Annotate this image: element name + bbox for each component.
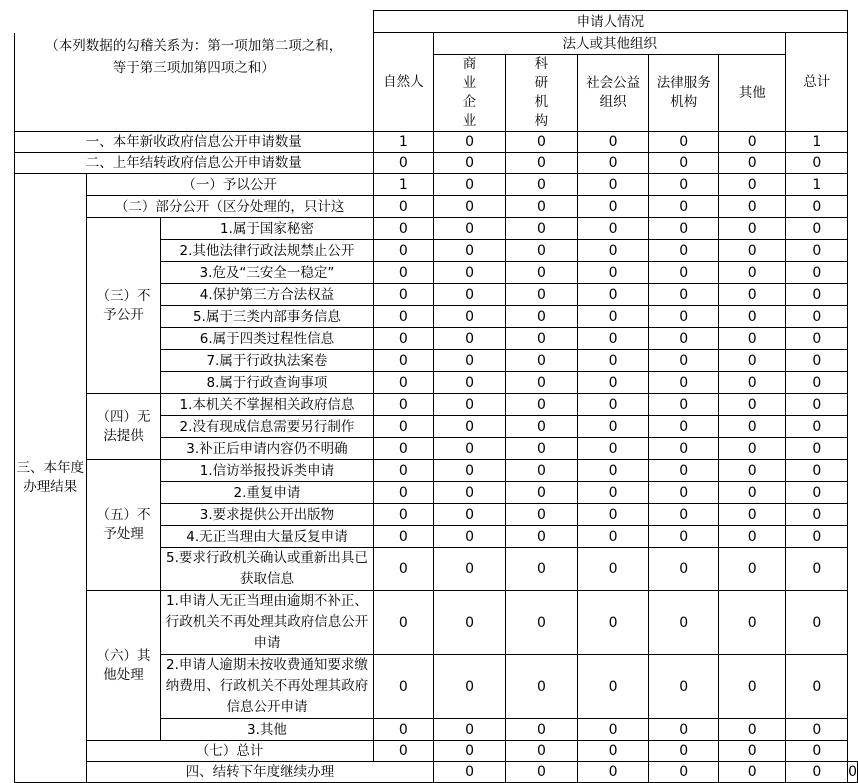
not-open-value: 0 — [649, 306, 719, 328]
cannot-provide-value: 0 — [577, 394, 649, 416]
group-label-cannot-provide: （四）无法提供 — [86, 394, 161, 460]
not-process-value: 0 — [505, 548, 577, 591]
subtotal-value: 0 — [434, 741, 506, 762]
not-open-value: 0 — [649, 284, 719, 306]
not-open-value: 0 — [786, 262, 848, 284]
open-value: 0 — [505, 174, 577, 196]
not-process-value: 0 — [649, 504, 719, 526]
col-header-total: 总计 — [786, 33, 848, 132]
cannot-provide-value: 0 — [577, 416, 649, 438]
not-open-value: 0 — [719, 328, 786, 350]
row-label-new-requests: 一、本年新收政府信息公开申请数量 — [15, 132, 374, 153]
table-row — [15, 394, 858, 416]
section3-label: 三、本年度办理结果 — [15, 174, 87, 783]
table-row — [15, 132, 858, 153]
other-process-value: 0 — [649, 719, 719, 741]
subtotal-value: 0 — [649, 741, 719, 762]
group-label-other-process: （六）其他处理 — [86, 591, 161, 741]
not-process-value: 0 — [434, 460, 506, 482]
row-label-other-process-item: 1.申请人无正当理由逾期不补正、行政机关不再处理其政府信息公开申请 — [161, 591, 373, 655]
cannot-provide-value: 0 — [577, 438, 649, 460]
row-label-not-process-item: 1.信访举报投诉类申请 — [161, 460, 373, 482]
not-open-value: 0 — [649, 372, 719, 394]
not-process-value: 0 — [577, 460, 649, 482]
cannot-provide-value: 0 — [719, 438, 786, 460]
row-label-not-process-item: 4.无正当理由大量反复申请 — [161, 526, 373, 548]
subtotal-value: 0 — [786, 741, 848, 762]
table-row — [15, 762, 858, 783]
other-process-value: 0 — [577, 719, 649, 741]
new-requests-value: 0 — [577, 132, 649, 153]
row-label-not-open-item: 1.属于国家秘密 — [161, 218, 373, 240]
not-open-value: 0 — [719, 284, 786, 306]
row-label-cannot-provide-item: 2.没有现成信息需要另行制作 — [161, 416, 373, 438]
cannot-provide-value: 0 — [786, 438, 848, 460]
cannot-provide-value: 0 — [505, 438, 577, 460]
open-value: 1 — [786, 174, 848, 196]
row-label-not-open-item: 7.属于行政执法案卷 — [161, 350, 373, 372]
partial-open-value: 0 — [505, 196, 577, 218]
not-open-value: 0 — [719, 262, 786, 284]
other-process-value: 0 — [505, 719, 577, 741]
not-open-value: 0 — [786, 284, 848, 306]
col-header-natural-person: 自然人 — [373, 33, 434, 132]
row-label-not-open-item: 6.属于四类过程性信息 — [161, 328, 373, 350]
carry-forward-value: 0 — [719, 762, 786, 783]
not-process-value: 0 — [505, 482, 577, 504]
cannot-provide-value: 0 — [434, 438, 506, 460]
not-open-value: 0 — [577, 262, 649, 284]
not-process-value: 0 — [373, 504, 434, 526]
other-process-value: 0 — [719, 719, 786, 741]
not-open-value: 0 — [577, 306, 649, 328]
not-open-value: 0 — [577, 240, 649, 262]
carry-forward-value: 0 — [505, 762, 577, 783]
col-header-legal-group: 法人或其他组织 — [434, 33, 786, 55]
not-open-value: 0 — [505, 372, 577, 394]
not-process-value: 0 — [373, 460, 434, 482]
not-open-value: 0 — [505, 328, 577, 350]
not-process-value: 0 — [434, 504, 506, 526]
cannot-provide-value: 0 — [649, 438, 719, 460]
not-process-value: 0 — [786, 460, 848, 482]
other-process-value: 0 — [786, 591, 848, 655]
not-open-value: 0 — [577, 372, 649, 394]
row-label-cannot-provide-item: 3.补正后申请内容仍不明确 — [161, 438, 373, 460]
carry-forward-value: 0 — [848, 762, 858, 783]
not-open-value: 0 — [434, 350, 506, 372]
other-process-value: 0 — [434, 591, 506, 655]
not-process-value: 0 — [373, 548, 434, 591]
new-requests-value: 1 — [786, 132, 848, 153]
not-open-value: 0 — [434, 328, 506, 350]
not-open-value: 0 — [434, 372, 506, 394]
applicant-situation-header: 申请人情况 — [373, 11, 848, 33]
row-label-not-open-item: 3.危及“三安全一稳定” — [161, 262, 373, 284]
other-process-value: 0 — [786, 655, 848, 719]
other-process-value: 0 — [373, 719, 434, 741]
partial-open-value: 0 — [577, 196, 649, 218]
not-process-value: 0 — [786, 548, 848, 591]
open-value: 0 — [649, 174, 719, 196]
new-requests-value: 0 — [719, 132, 786, 153]
not-open-value: 0 — [719, 306, 786, 328]
table-row — [15, 174, 858, 196]
not-process-value: 0 — [786, 482, 848, 504]
cannot-provide-value: 0 — [505, 394, 577, 416]
partial-open-value: 0 — [649, 196, 719, 218]
other-process-value: 0 — [373, 591, 434, 655]
row-label-not-open-item: 4.保护第三方合法权益 — [161, 284, 373, 306]
table-row — [15, 460, 858, 482]
not-open-value: 0 — [373, 218, 434, 240]
open-value: 0 — [434, 174, 506, 196]
other-process-value: 0 — [649, 655, 719, 719]
col-header-other: 其他 — [719, 55, 786, 132]
carry-forward-value: 0 — [786, 762, 848, 783]
cannot-provide-value: 0 — [505, 416, 577, 438]
other-process-value: 0 — [719, 655, 786, 719]
cannot-provide-value: 0 — [373, 416, 434, 438]
new-requests-value: 0 — [505, 132, 577, 153]
not-process-value: 0 — [373, 526, 434, 548]
not-process-value: 0 — [373, 482, 434, 504]
other-process-value: 0 — [719, 591, 786, 655]
other-process-value: 0 — [505, 655, 577, 719]
not-open-value: 0 — [649, 350, 719, 372]
carry-forward-value: 0 — [434, 762, 506, 783]
other-process-value: 0 — [434, 655, 506, 719]
not-open-value: 0 — [373, 306, 434, 328]
cannot-provide-value: 0 — [649, 416, 719, 438]
not-open-value: 0 — [373, 262, 434, 284]
cannot-provide-value: 0 — [649, 394, 719, 416]
open-value: 1 — [373, 174, 434, 196]
table-row — [15, 741, 858, 762]
row-label-not-open-item: 8.属于行政查询事项 — [161, 372, 373, 394]
partial-open-value: 0 — [434, 196, 506, 218]
row-label-cannot-provide-item: 1.本机关不掌握相关政府信息 — [161, 394, 373, 416]
open-value: 0 — [719, 174, 786, 196]
not-open-value: 0 — [434, 240, 506, 262]
cannot-provide-value: 0 — [434, 416, 506, 438]
not-open-value: 0 — [719, 372, 786, 394]
not-open-value: 0 — [649, 218, 719, 240]
not-open-value: 0 — [577, 284, 649, 306]
other-process-value: 0 — [786, 719, 848, 741]
other-process-value: 0 — [649, 591, 719, 655]
not-process-value: 0 — [786, 504, 848, 526]
col-header-commercial: 商业企业 — [434, 55, 506, 132]
row-label-not-open-item: 2.其他法律行政法规禁止公开 — [161, 240, 373, 262]
partial-open-value: 0 — [719, 196, 786, 218]
not-open-value: 0 — [786, 306, 848, 328]
row-label-not-process-item: 3.要求提供公开出版物 — [161, 504, 373, 526]
not-open-value: 0 — [373, 350, 434, 372]
not-process-value: 0 — [649, 482, 719, 504]
not-open-value: 0 — [649, 262, 719, 284]
row-label-carried-over: 二、上年结转政府信息公开申请数量 — [15, 153, 374, 174]
new-requests-value: 1 — [373, 132, 434, 153]
cannot-provide-value: 0 — [434, 394, 506, 416]
carried-over-value: 0 — [434, 153, 506, 174]
group-label-not-open: （三）不予公开 — [86, 218, 161, 394]
not-open-value: 0 — [505, 240, 577, 262]
not-process-value: 0 — [434, 526, 506, 548]
not-open-value: 0 — [434, 284, 506, 306]
not-open-value: 0 — [786, 350, 848, 372]
subtotal-value: 0 — [719, 741, 786, 762]
not-open-value: 0 — [505, 306, 577, 328]
not-open-value: 0 — [373, 240, 434, 262]
not-process-value: 0 — [505, 460, 577, 482]
not-open-value: 0 — [505, 262, 577, 284]
not-open-value: 0 — [719, 218, 786, 240]
not-process-value: 0 — [505, 504, 577, 526]
other-process-value: 0 — [434, 719, 506, 741]
not-open-value: 0 — [786, 240, 848, 262]
row-label-other-process-item: 2.申请人逾期未按收费通知要求缴纳费用、行政机关不再处理其政府信息公开申请 — [161, 655, 373, 719]
table-row — [15, 153, 858, 174]
row-label-not-process-item: 2.重复申请 — [161, 482, 373, 504]
row-label-not-open-item: 5.属于三类内部事务信息 — [161, 306, 373, 328]
col-header-legal-service: 法律服务机构 — [649, 55, 719, 132]
other-process-value: 0 — [577, 591, 649, 655]
row-label-not-process-item: 5.要求行政机关确认或重新出具已获取信息 — [161, 548, 373, 591]
not-process-value: 0 — [649, 460, 719, 482]
not-process-value: 0 — [719, 460, 786, 482]
table-row — [15, 218, 858, 240]
other-process-value: 0 — [373, 655, 434, 719]
not-open-value: 0 — [373, 372, 434, 394]
subtotal-value: 0 — [373, 741, 434, 762]
not-open-value: 0 — [577, 328, 649, 350]
col-header-public-welfare: 社会公益组织 — [577, 55, 649, 132]
not-process-value: 0 — [505, 526, 577, 548]
not-open-value: 0 — [649, 328, 719, 350]
not-process-value: 0 — [577, 504, 649, 526]
not-open-value: 0 — [577, 350, 649, 372]
row-label-open: （一）予以公开 — [86, 174, 373, 196]
cannot-provide-value: 0 — [373, 394, 434, 416]
other-process-value: 0 — [577, 655, 649, 719]
not-process-value: 0 — [577, 482, 649, 504]
not-process-value: 0 — [719, 482, 786, 504]
not-open-value: 0 — [373, 328, 434, 350]
cannot-provide-value: 0 — [719, 416, 786, 438]
open-value: 0 — [577, 174, 649, 196]
not-open-value: 0 — [505, 284, 577, 306]
table-row — [15, 196, 858, 218]
table-row — [15, 591, 858, 655]
not-process-value: 0 — [577, 526, 649, 548]
not-open-value: 0 — [434, 306, 506, 328]
carried-over-value: 0 — [786, 153, 848, 174]
carry-forward-value: 0 — [577, 762, 649, 783]
row-label-subtotal: （七）总计 — [86, 741, 373, 762]
not-open-value: 0 — [373, 284, 434, 306]
other-process-value: 0 — [505, 591, 577, 655]
not-open-value: 0 — [505, 350, 577, 372]
subtotal-value: 0 — [577, 741, 649, 762]
not-open-value: 0 — [719, 240, 786, 262]
not-open-value: 0 — [434, 218, 506, 240]
not-process-value: 0 — [719, 504, 786, 526]
carried-over-value: 0 — [719, 153, 786, 174]
not-open-value: 0 — [786, 372, 848, 394]
not-open-value: 0 — [786, 328, 848, 350]
row-label-other-process-item: 3.其他 — [161, 719, 373, 741]
carry-forward-value: 0 — [649, 762, 719, 783]
row-label-partial-open: （二）部分公开（区分处理的，只计这 — [86, 196, 373, 218]
not-open-value: 0 — [649, 240, 719, 262]
not-process-value: 0 — [786, 526, 848, 548]
col-header-research: 科研机构 — [505, 55, 577, 132]
disclosure-statistics-sheet — [14, 10, 858, 783]
new-requests-value: 0 — [434, 132, 506, 153]
carried-over-value: 0 — [649, 153, 719, 174]
subtotal-value: 0 — [505, 741, 577, 762]
not-open-value: 0 — [505, 218, 577, 240]
not-process-value: 0 — [434, 548, 506, 591]
cannot-provide-value: 0 — [786, 394, 848, 416]
not-process-value: 0 — [649, 526, 719, 548]
not-open-value: 0 — [434, 262, 506, 284]
carried-over-value: 0 — [505, 153, 577, 174]
carried-over-value: 0 — [373, 153, 434, 174]
reconciliation-note: （本列数据的勾稽关系为：第一项加第二项之和，等于第三项加第四项之和） — [15, 33, 374, 132]
not-process-value: 0 — [434, 482, 506, 504]
not-process-value: 0 — [577, 548, 649, 591]
cannot-provide-value: 0 — [373, 438, 434, 460]
cannot-provide-value: 0 — [786, 416, 848, 438]
partial-open-value: 0 — [786, 196, 848, 218]
new-requests-value: 0 — [649, 132, 719, 153]
cannot-provide-value: 0 — [719, 394, 786, 416]
not-open-value: 0 — [719, 350, 786, 372]
group-label-not-process: （五）不予处理 — [86, 460, 161, 591]
carried-over-value: 0 — [577, 153, 649, 174]
row-label-carry-forward: 四、结转下年度继续办理 — [86, 762, 434, 783]
partial-open-value: 0 — [373, 196, 434, 218]
not-process-value: 0 — [719, 526, 786, 548]
not-open-value: 0 — [577, 218, 649, 240]
applications-table — [14, 10, 858, 783]
not-open-value: 0 — [786, 218, 848, 240]
not-process-value: 0 — [649, 548, 719, 591]
not-process-value: 0 — [719, 548, 786, 591]
